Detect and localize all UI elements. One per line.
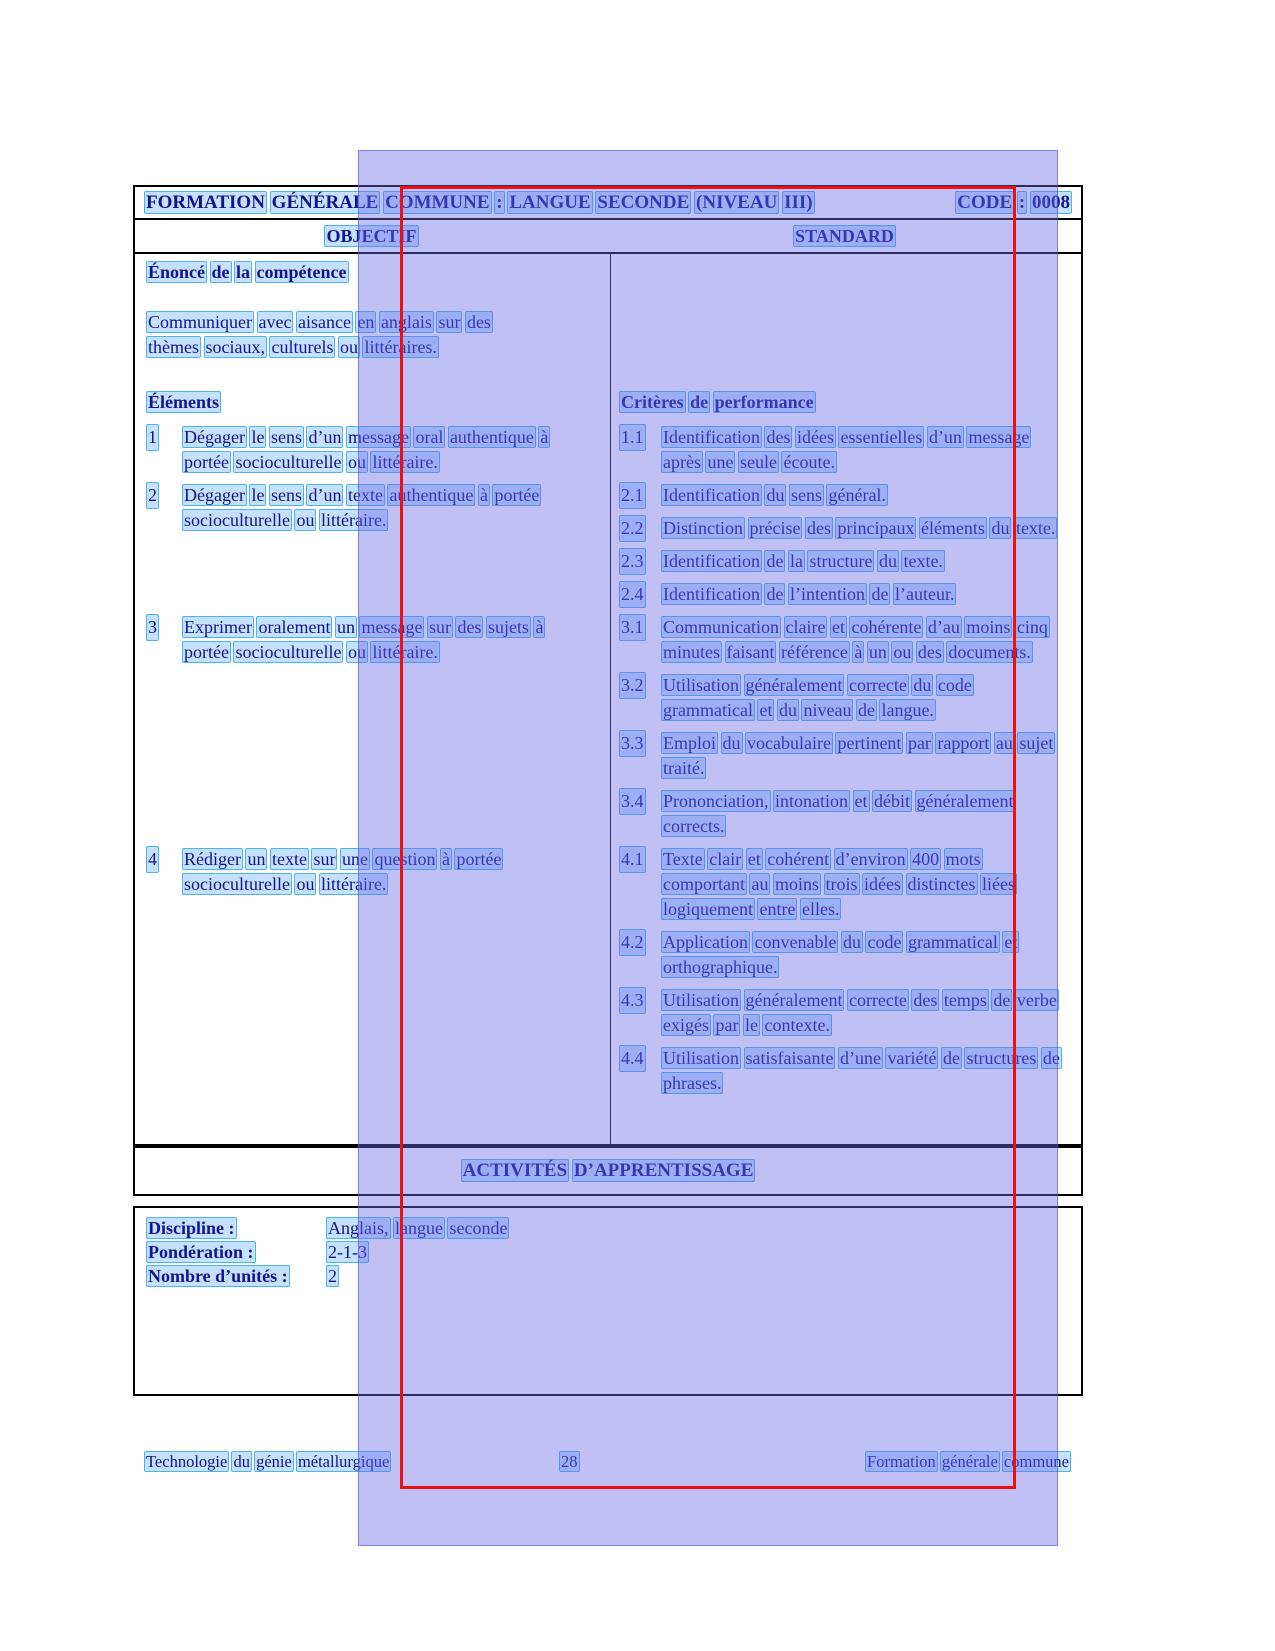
criterion xyxy=(620,425,1069,475)
criterion-text: Prononciation, intonation et débit généralement corrects. xyxy=(663,791,1014,836)
criterion xyxy=(620,930,1069,980)
criterion-number: 3.4 xyxy=(620,789,645,814)
criterion-number: 3.2 xyxy=(620,673,645,698)
table-content xyxy=(135,254,1081,1144)
activities-title: ACTIVITÉS D’APPRENTISSAGE xyxy=(462,1160,754,1181)
criterion-number: 4.4 xyxy=(620,1046,645,1071)
element-text: Rédiger un texte sur une question à portée socioculturelle ou littéraire. xyxy=(184,849,502,894)
criterion xyxy=(620,483,1069,508)
detail-value: Anglais, langue seconde xyxy=(328,1218,508,1238)
detail-value: 2 xyxy=(328,1266,337,1286)
elements-heading: Éléments xyxy=(148,392,219,412)
criterion-text: Utilisation généralement correcte du code grammatical et du niveau de langue. xyxy=(663,675,972,720)
footer-page-number: 28 xyxy=(561,1452,578,1471)
page-footer xyxy=(0,1452,1275,1476)
element-number: 2 xyxy=(147,483,158,508)
criterion-text: Identification de l’intention de l’auteur. xyxy=(663,584,955,604)
discipline-details-box xyxy=(133,1206,1083,1396)
objective-standard-table xyxy=(133,185,1083,1146)
criterion-number: 4.2 xyxy=(620,930,645,955)
competence-text: Communiquer avec aisance en anglais sur des thèmes sociaux, culturels ou littéraires. xyxy=(148,312,491,357)
competence-row xyxy=(135,254,1081,360)
element-number: 3 xyxy=(147,615,158,640)
criterion xyxy=(620,731,1069,781)
column-headers-row xyxy=(135,220,1081,254)
detail-label: Discipline : xyxy=(148,1218,235,1238)
criteres-heading: Critères de performance xyxy=(621,392,814,412)
detail-value: 2-1-3 xyxy=(328,1242,367,1262)
criterion-text: Identification de la structure du texte. xyxy=(663,551,943,571)
criterion-text: Application convenable du code grammatical et orthographique. xyxy=(663,932,1018,977)
section-headers-row xyxy=(135,390,1081,415)
detail-row xyxy=(147,1264,1069,1288)
document-title: FORMATION GÉNÉRALE COMMUNE : LANGUE SECONDE (NIVEAU III) xyxy=(146,191,813,213)
element-number: 4 xyxy=(147,847,158,872)
detail-row xyxy=(147,1216,1069,1240)
element-row xyxy=(135,847,1081,1096)
criterion-text: Utilisation généralement correcte des temps de verbe exigés par le contexte. xyxy=(663,990,1057,1035)
detail-row xyxy=(147,1240,1069,1264)
criterion-number: 2.3 xyxy=(620,549,645,574)
criterion xyxy=(620,789,1069,839)
standard-header: STANDARD xyxy=(795,225,894,246)
criterion-number: 1.1 xyxy=(620,425,645,450)
element-row xyxy=(135,615,1081,839)
footer-left: Technologie du génie métallurgique xyxy=(146,1452,390,1471)
criterion-text: Utilisation satisfaisante d’une variété de structures de phrases. xyxy=(663,1048,1060,1093)
criterion xyxy=(620,516,1069,541)
course-code: CODE : 0008 xyxy=(957,191,1070,213)
criterion-number: 3.1 xyxy=(620,615,645,640)
criterion-text: Distinction précise des principaux éléments du texte. xyxy=(663,518,1056,538)
criterion-text: Texte clair et cohérent d’environ 400 mots comportant au moins trois idées distinctes liées logiquement entre elles. xyxy=(663,849,1015,919)
element-text: Dégager le sens d’un texte authentique à portée socioculturelle ou littéraire. xyxy=(184,485,540,530)
element-number: 1 xyxy=(147,425,158,450)
competence-heading: Énoncé de la compétence xyxy=(148,262,347,282)
footer-right: Formation générale commune xyxy=(867,1452,1069,1471)
detail-label: Pondération : xyxy=(148,1242,254,1262)
criterion-number: 2.1 xyxy=(620,483,645,508)
detail-label: Nombre d’unités : xyxy=(148,1266,288,1286)
element-text: Dégager le sens d’un message oral authentique à portée socioculturelle ou littéraire. xyxy=(184,427,549,472)
criterion xyxy=(620,549,1069,574)
criterion-text: Communication claire et cohérente d’au moins cinq minutes faisant référence à un ou des documents. xyxy=(663,617,1048,662)
column-divider xyxy=(610,254,611,1144)
criterion xyxy=(620,988,1069,1038)
element-text: Exprimer oralement un message sur des sujets à portée socioculturelle ou littéraire. xyxy=(184,617,544,662)
element-row xyxy=(135,483,1081,607)
criterion-number: 4.3 xyxy=(620,988,645,1013)
criterion xyxy=(620,673,1069,723)
objectif-header: OBJECTIF xyxy=(326,225,417,246)
criterion-text: Emploi du vocabulaire pertinent par rapport au sujet traité. xyxy=(663,733,1054,778)
criterion xyxy=(620,582,1069,607)
table-title-row xyxy=(135,187,1081,220)
criterion-text: Identification des idées essentielles d’un message après une seule écoute. xyxy=(663,427,1030,472)
criterion xyxy=(620,1046,1069,1096)
element-row xyxy=(135,425,1081,475)
activities-bar xyxy=(133,1146,1083,1196)
criterion-number: 2.4 xyxy=(620,582,645,607)
criterion-text: Identification du sens général. xyxy=(663,485,886,505)
criterion-number: 2.2 xyxy=(620,516,645,541)
criterion xyxy=(620,847,1069,922)
criterion-number: 4.1 xyxy=(620,847,645,872)
criterion xyxy=(620,615,1069,665)
criterion-number: 3.3 xyxy=(620,731,645,756)
